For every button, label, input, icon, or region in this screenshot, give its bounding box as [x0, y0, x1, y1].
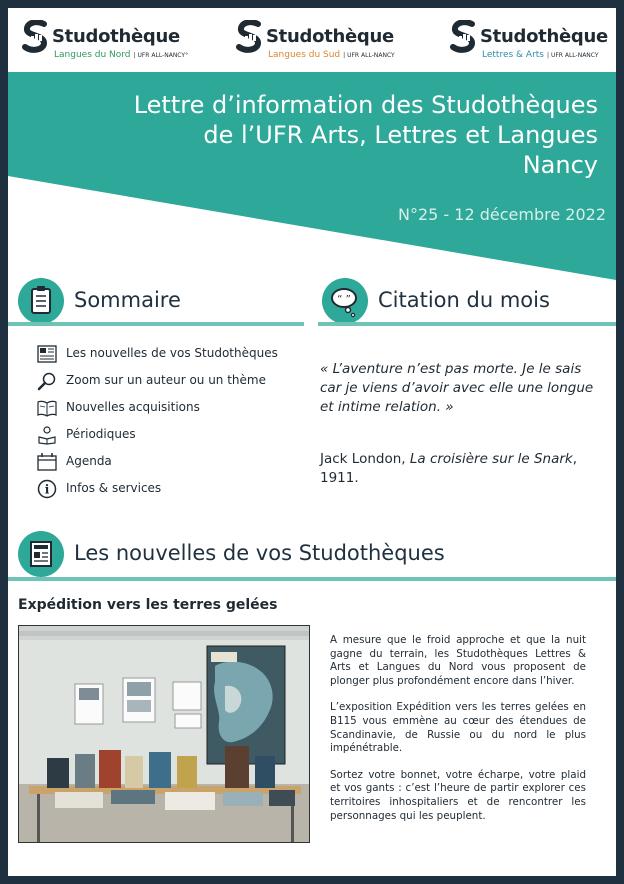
reader-icon	[36, 425, 58, 445]
newspaper-icon	[18, 531, 64, 577]
news-heading	[18, 531, 616, 581]
studotheque-logo-icon	[236, 20, 266, 54]
toc-label: Agenda	[66, 454, 112, 468]
section-title: Les nouvelles de vos Studothèques	[74, 541, 445, 565]
title-line: Nancy	[522, 151, 598, 179]
article-paragraph: L’exposition Expédition vers les terres gelées en B115 vous emmène au cœur des étendues de Scandinavie, de Russie ou du nord le plus impénétrable.	[330, 701, 586, 755]
studotheque-logo-icon	[450, 20, 480, 54]
speech-bubble-icon	[322, 278, 368, 324]
issue-date: N°25 - 12 décembre 2022	[398, 205, 606, 224]
section-rule	[8, 577, 616, 581]
toc-label: Périodiques	[66, 427, 136, 441]
citation-heading	[322, 278, 612, 328]
logo-brand: Studothèque	[266, 26, 394, 47]
logo-brand: Studothèque	[480, 26, 608, 47]
newsletter-title	[18, 90, 598, 180]
magnifier-icon	[36, 371, 58, 391]
svg-text:“ ”: “ ”	[337, 294, 351, 305]
article-body	[330, 634, 586, 836]
logo-subtitle: Langues du Nord | UFR ALL-NANCY°	[54, 50, 189, 60]
section-rule	[8, 322, 304, 326]
logo-subtitle: Lettres & Arts | UFR ALL-NANCY	[482, 50, 599, 60]
quote-attribution: Jack London, La croisière sur le Snark, 1911.	[320, 451, 578, 486]
section-rule	[318, 322, 616, 326]
section-title: Sommaire	[74, 288, 181, 312]
logo-subtitle: Langues du Sud | UFR ALL-NANCY	[268, 50, 395, 60]
exhibition-photo	[18, 625, 310, 843]
title-line: Lettre d’information des Studothèques	[133, 91, 598, 119]
article-paragraph: Sortez votre bonnet, votre écharpe, votre plaid et vos gants : c’est l’heure de partir explorer ces territoires inhospitaliers et de rencontrer les personnages qui les peuplent.	[330, 768, 586, 822]
section-title: Citation du mois	[378, 288, 550, 312]
svg-text:i: i	[44, 482, 50, 497]
article-paragraph: A mesure que le froid approche et que la nuit gagne du terrain, les Studothèques Lettres & Arts et Langues du Nord vous proposent de plonger plus profondément encore dans l’hiver.	[330, 634, 586, 687]
logo-brand: Studothèque	[52, 26, 180, 47]
title-line: de l’UFR Arts, Lettres et Langues	[203, 121, 598, 149]
clipboard-icon	[18, 278, 64, 324]
article-title: Expédition vers les terres gelées	[18, 597, 278, 613]
monthly-quote: « L’aventure n’est pas morte. Je le sais car je viens d’avoir avec elle une longue et intime relation. »	[320, 361, 594, 415]
toc-label: Zoom sur un auteur ou un thème	[66, 373, 266, 387]
toc-label: Les nouvelles de vos Studothèques	[66, 346, 278, 360]
info-icon	[36, 479, 58, 499]
open-book-icon	[36, 398, 58, 418]
toc-label: Infos & services	[66, 481, 162, 495]
studotheque-logo-icon	[22, 20, 52, 54]
calendar-icon	[36, 452, 58, 472]
toc-label: Nouvelles acquisitions	[66, 400, 200, 414]
sommaire-heading	[18, 278, 308, 328]
logos-bar	[8, 8, 616, 72]
quote-work: La croisière sur le Snark	[409, 451, 573, 467]
newspaper-icon	[36, 344, 58, 364]
